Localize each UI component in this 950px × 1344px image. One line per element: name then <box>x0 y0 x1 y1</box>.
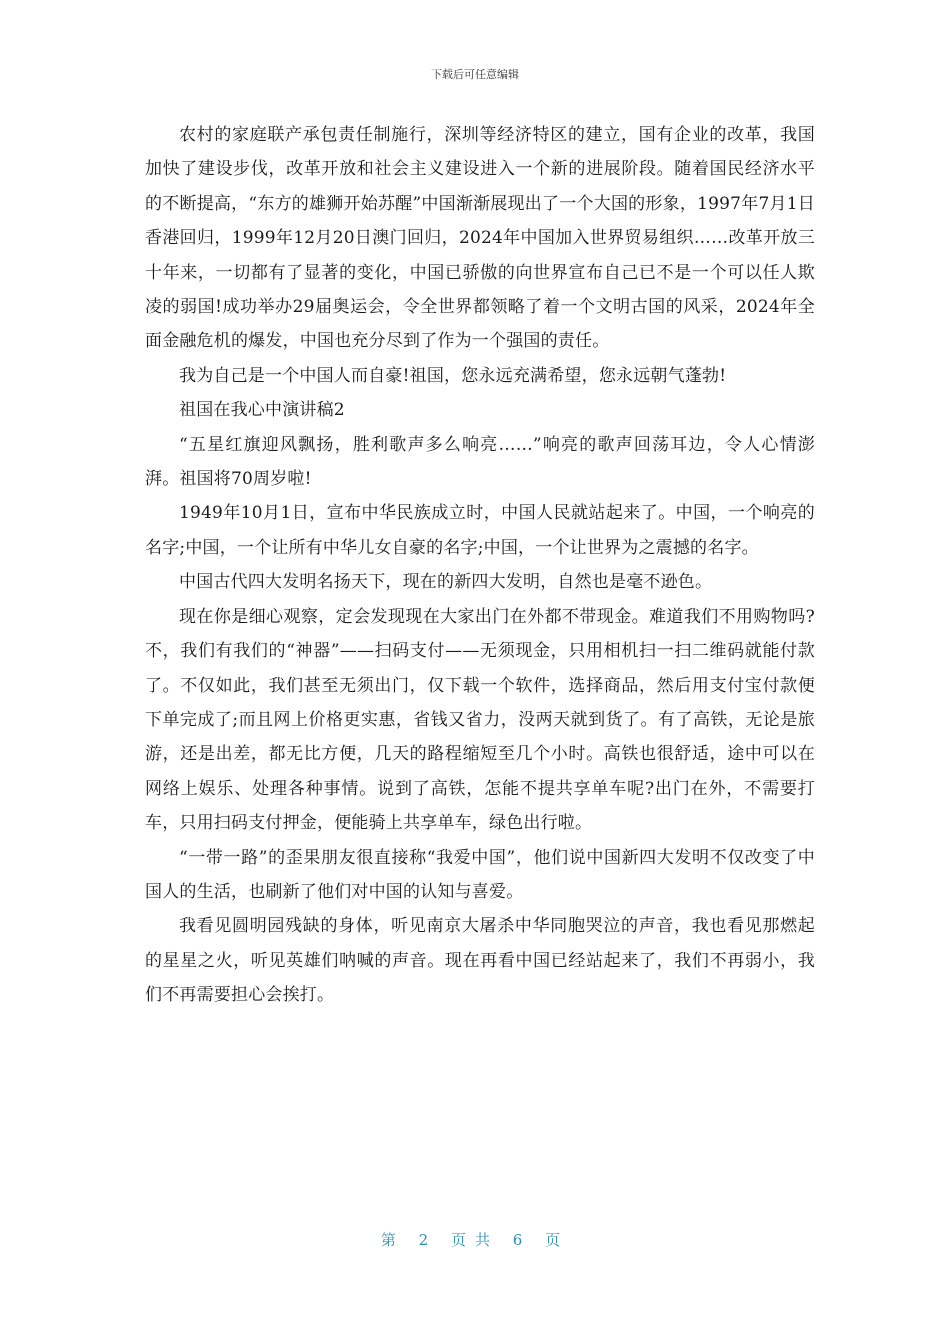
paragraph: 中国古代四大发明名扬天下，现在的新四大发明，自然也是毫不逊色。 <box>179 572 713 593</box>
paragraph: 我为自己是一个中国人而自豪!祖国，您永远充满希望，您永远朝气蓬勃! <box>179 365 727 386</box>
paragraph: “五星红旗迎风飘扬，胜利歌声多么响亮……”响亮的歌声回荡耳边，令人心情澎湃。祖国将70周岁啦! <box>145 434 815 490</box>
section-title: 祖国在我心中演讲稿2 <box>179 400 345 421</box>
paragraph: 现在你是细心观察，定会发现现在大家出门在外都不带现金。难道我们不用购物吗?不，我们有我们的“神器”——扫码支付——无须现金，只用相机扫一扫二维码就能付款了。不仅如此，我们甚至无须出门，仅下载一个软件，选择商品，然后用支付宝付款便下单完成了;而且网上价格更实惠，省钱又省力，没两天就到货了。有了高铁，无论是旅游，还是出差，都无比方便，几天的路程缩短至几个小时。高铁也很舒适，途中可以在网络上娱乐、处理各种事情。说到了高铁，怎能不提共享单车呢?出门在外，不需要打车，只用扫码支付押金，便能骑上共享单车，绿色出行啦。 <box>145 606 815 834</box>
paragraph: 农村的家庭联产承包责任制施行，深圳等经济特区的建立，国有企业的改革，我国加快了建设步伐，改革开放和社会主义建设进入一个新的进展阶段。随着国民经济水平的不断提高，“东方的雄狮开始苏醒”中国渐渐展现出了一个大国的形象，1997年7月1日香港回归，1999年12月20日澳门回归，2024年中国加入世界贸易组织……改革开放三十年来，一切都有了显著的变化，中国已骄傲的向世界宣布自己已不是一个可以任人欺凌的弱国!成功举办29届奥运会，令全世界都领略了着一个文明古国的风采，2024年全面金融危机的爆发，中国也充分尽到了作为一个强国的责任。 <box>145 125 815 352</box>
page-header-note: 下载后可任意编辑 <box>431 68 519 81</box>
document-body <box>145 118 815 1013</box>
paragraph: “一带一路”的歪果朋友很直接称“我爱中国”，他们说中国新四大发明不仅改变了中国人的生活，也刷新了他们对中国的认知与喜爱。 <box>145 847 815 902</box>
paragraph: 我看见圆明园残缺的身体，听见南京大屠杀中华同胞哭泣的声音，我也看见那燃起的星星之火，听见英雄们呐喊的声音。现在再看中国已经站起来了，我们不再弱小，我们不再需要担心会挨打。 <box>145 916 815 1006</box>
paragraph: 1949年10月1日，宣布中华民族成立时，中国人民就站起来了。中国，一个响亮的名字;中国，一个让所有中华儿女自豪的名字;中国，一个让世界为之震撼的名字。 <box>145 503 815 558</box>
page-number-footer: 第 2 页共 6 页 <box>380 1231 570 1249</box>
